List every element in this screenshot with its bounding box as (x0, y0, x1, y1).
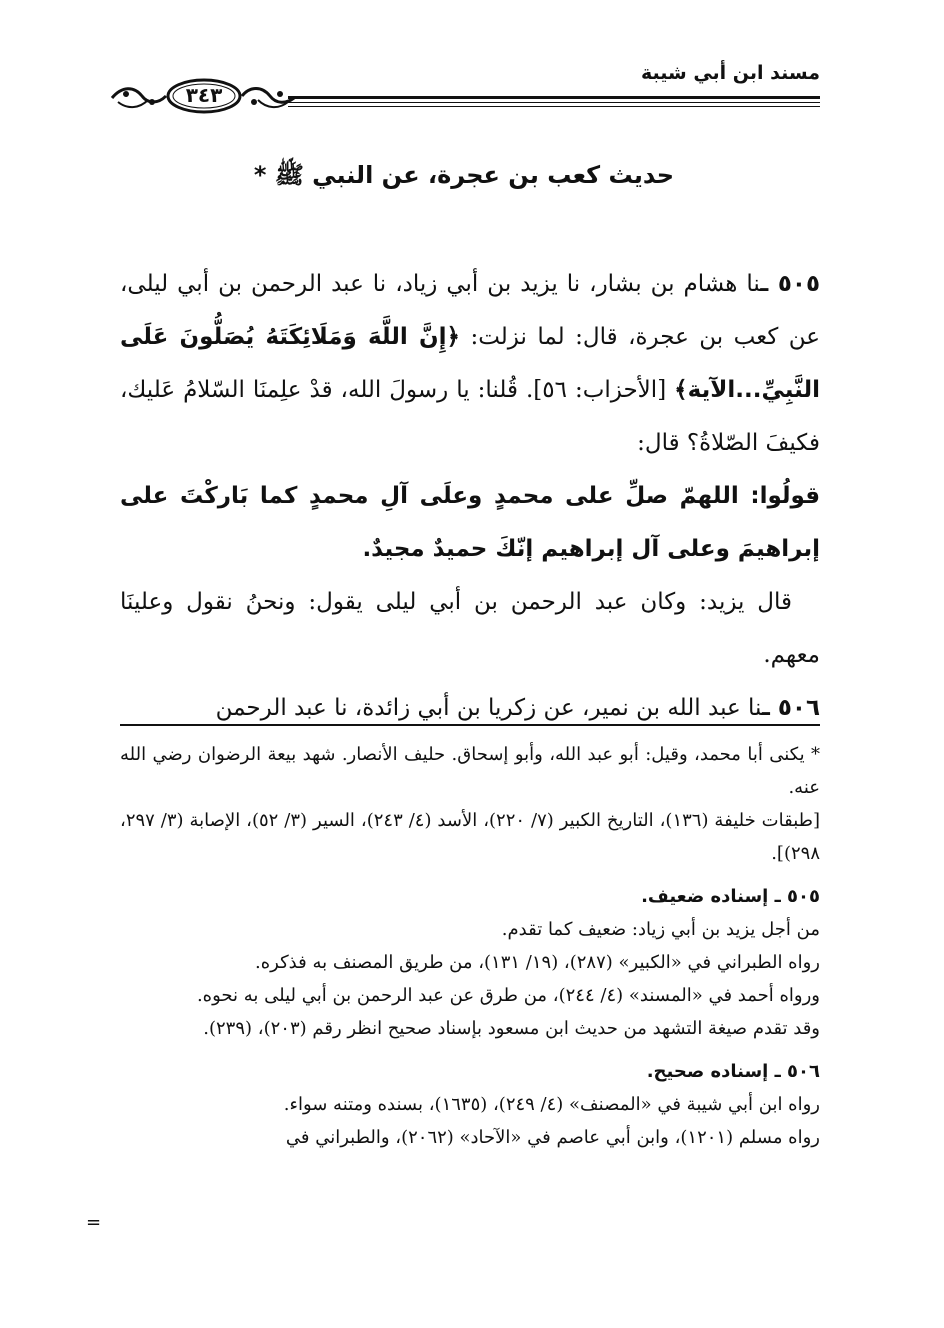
chapter-title: حديث كعب بن عجرة، عن النبي ﷺ * (253, 161, 675, 189)
footnote-divider (120, 724, 820, 726)
continuation-mark: = (86, 1212, 102, 1233)
hadith-isnad: نا هشام بن بشار، نا يزيد بن أبي زياد، نا عبد الرحمن بن أبي ليلى، عن كعب بن عجرة، قال: لما نزلت: (120, 271, 821, 350)
footnote-506-line: رواه مسلم (١٢٠١)، وابن أبي عاصم في «الآحاد» (٢٠٦٢)، والطبراني في (285, 1127, 820, 1148)
hadith-answer: قولُوا: اللهمّ صلِّ على محمدٍ وعلَى آلِ محمدٍ كما بَاركْتَ على إبراهيمَ وعلى آل إبراهيم إنّكَ حميدٌ مجيدٌ. (120, 483, 820, 562)
hadith-isnad: نا عبد الله بن نمير، عن زكريا بن أبي زائدة، نا عبد الرحمن (215, 695, 762, 721)
hadith-tail: قال يزيد: وكان عبد الرحمن بن أبي ليلى يقول: ونحنُ نقول وعلينَا معهم. (120, 589, 820, 668)
hadith-number: ٥٠٥ ـ (760, 271, 820, 297)
quran-verse: ﴿إِنَّ اللَّهَ وَمَلَائِكَتَهُ يُصَلُّونَ عَلَى النَّبِيِّ...الآية﴾ (120, 324, 821, 403)
footnote-biography: * يكنى أبا محمد، وقيل: أبو عبد الله، وأبو إسحاق. حليف الأنصار. شهد بيعة الرضوان رضي الله عنه. (120, 744, 820, 798)
footnote-505-line: رواه الطبراني في «الكبير» (٢٨٧)، (١٩/ ١٣١)، من طريق المصنف به فذكره. (255, 952, 820, 973)
hadith-question: قُلنا: يا رسولَ الله، قدْ علِمنَا السّلامُ عَليك، فكيفَ الصّلاةُ؟ قال: (120, 377, 820, 456)
footnote-506-line: رواه ابن أبي شيبة في «المصنف» (٤/ ٢٤٩)، (١٦٣٥)، بسنده ومتنه سواء. (283, 1094, 820, 1115)
footnote-505-line: وقد تقدم صيغة التشهد من حديث ابن مسعود بإسناد صحيح انظر رقم (٢٠٣)، (٢٣٩). (203, 1018, 820, 1039)
running-header (108, 56, 820, 116)
hadith-number: ٥٠٦ ـ (762, 695, 820, 721)
footnotes (120, 738, 820, 1154)
footnote-505-line: ورواه أحمد في «المسند» (٤/ ٢٤٤)، من طرق عن عبد الرحمن بن أبي ليلى به نحوه. (196, 985, 820, 1006)
hadith-506-paragraph (120, 682, 820, 735)
page-number: ٣٤٣ (185, 83, 223, 107)
running-title: مسند ابن أبي شيبة (640, 62, 820, 84)
footnote-505-heading: ٥٠٥ ـ إسناده ضعيف. (641, 886, 820, 907)
header-rules (288, 96, 820, 108)
footnote-biography-sources: [طبقات خليفة (١٣٦)، التاريخ الكبير (٧/ ٢٢٠)، الأسد (٤/ ٢٤٣)، السير (٣/ ٥٢)، الإصابة (٣/ ٢٩٧، ٢٩٨)]. (120, 810, 820, 864)
quran-reference: [الأحزاب: ٥٦]. (525, 377, 667, 403)
main-text (120, 258, 820, 735)
footnote-506-heading: ٥٠٦ ـ إسناده صحيح. (646, 1061, 820, 1082)
footnote-505-line: من أجل يزيد بن أبي زياد: ضعيف كما تقدم. (501, 919, 820, 940)
hadith-505-paragraph (120, 258, 820, 470)
